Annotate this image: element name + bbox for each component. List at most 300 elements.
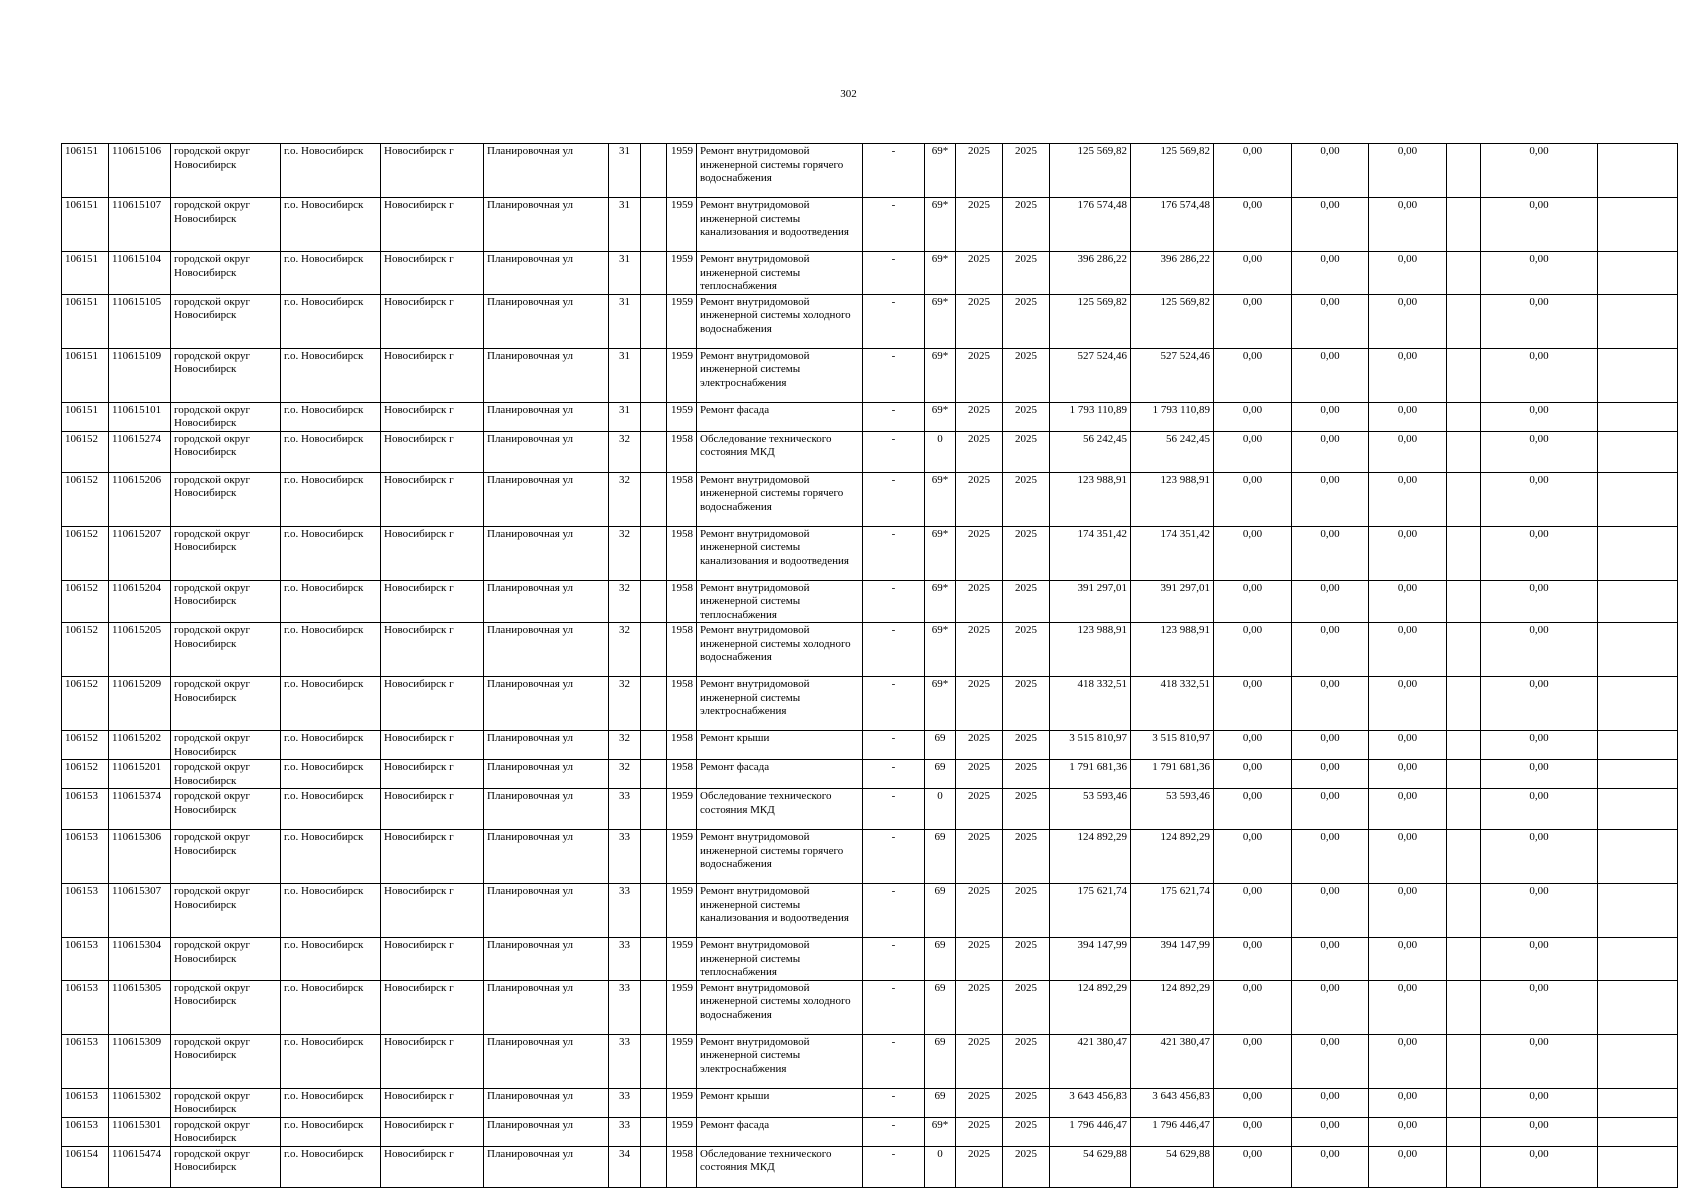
table-cell-v4 (1447, 760, 1481, 789)
table-cell-code: 110615204 (109, 580, 171, 623)
table-cell-v1: 0,00 (1214, 789, 1292, 830)
table-cell-v6 (1598, 760, 1678, 789)
table-cell-v3: 0,00 (1369, 1088, 1447, 1117)
table-row (62, 980, 1678, 1034)
table-cell-dash: - (863, 252, 925, 295)
table-row (62, 144, 1678, 198)
table-cell-v3: 0,00 (1369, 252, 1447, 295)
table-cell-korpus (641, 938, 667, 981)
table-cell-work: Ремонт внутридомовой инженерной системы холодного водоснабжения (697, 980, 863, 1034)
table-cell-dash: - (863, 1088, 925, 1117)
table-cell-id: 106152 (62, 472, 109, 526)
table-cell-korpus (641, 1034, 667, 1088)
table-row (62, 472, 1678, 526)
table-row (62, 294, 1678, 348)
table-cell-v1: 0,00 (1214, 431, 1292, 472)
table-cell-korpus (641, 789, 667, 830)
table-row (62, 580, 1678, 623)
table-cell-dash: - (863, 526, 925, 580)
table-cell-work: Ремонт внутридомовой инженерной системы электроснабжения (697, 1034, 863, 1088)
table-cell-v4 (1447, 1034, 1481, 1088)
table-cell-go: г.о. Новосибирск (281, 760, 381, 789)
table-cell-y2: 2025 (1003, 1088, 1050, 1117)
table-cell-city: Новосибирск г (381, 677, 484, 731)
table-cell-work: Ремонт внутридомовой инженерной системы теплоснабжения (697, 252, 863, 295)
table-cell-v1: 0,00 (1214, 294, 1292, 348)
table-cell-work: Ремонт внутридомовой инженерной системы канализования и водоотведения (697, 198, 863, 252)
table-cell-cost: 527 524,46 (1050, 348, 1131, 402)
table-row (62, 1034, 1678, 1088)
table-cell-city: Новосибирск г (381, 252, 484, 295)
table-cell-korpus (641, 431, 667, 472)
table-cell-cost: 125 569,82 (1050, 294, 1131, 348)
table-cell-v1: 0,00 (1214, 252, 1292, 295)
table-cell-v4 (1447, 789, 1481, 830)
table-cell-year: 1959 (667, 789, 697, 830)
table-cell-year: 1958 (667, 1146, 697, 1187)
table-cell-work: Ремонт внутридомовой инженерной системы электроснабжения (697, 348, 863, 402)
table-cell-house: 34 (609, 1146, 641, 1187)
table-cell-wear: 69* (925, 144, 956, 198)
table-cell-v2: 0,00 (1292, 731, 1369, 760)
table-cell-district: городской округ Новосибирск (171, 198, 281, 252)
table-cell-work: Ремонт внутридомовой инженерной системы теплоснабжения (697, 938, 863, 981)
table-cell-v3: 0,00 (1369, 1117, 1447, 1146)
table-cell-city: Новосибирск г (381, 402, 484, 431)
table-cell-year: 1958 (667, 731, 697, 760)
table-cell-street: Планировочная ул (484, 198, 609, 252)
table-cell-total: 176 574,48 (1131, 198, 1214, 252)
table-cell-v6 (1598, 348, 1678, 402)
table-cell-cost: 176 574,48 (1050, 198, 1131, 252)
table-cell-v2: 0,00 (1292, 294, 1369, 348)
table-row (62, 760, 1678, 789)
table-cell-year: 1959 (667, 1117, 697, 1146)
table-cell-v3: 0,00 (1369, 731, 1447, 760)
table-cell-street: Планировочная ул (484, 623, 609, 677)
table-cell-house: 31 (609, 252, 641, 295)
table-cell-v6 (1598, 1117, 1678, 1146)
table-row (62, 884, 1678, 938)
table-cell-city: Новосибирск г (381, 294, 484, 348)
table-cell-city: Новосибирск г (381, 789, 484, 830)
table-cell-v5: 0,00 (1481, 1088, 1598, 1117)
table-cell-dash: - (863, 884, 925, 938)
table-cell-id: 106153 (62, 1088, 109, 1117)
table-cell-go: г.о. Новосибирск (281, 980, 381, 1034)
table-cell-v1: 0,00 (1214, 472, 1292, 526)
table-cell-y2: 2025 (1003, 623, 1050, 677)
table-cell-year: 1958 (667, 623, 697, 677)
table-cell-korpus (641, 348, 667, 402)
table-cell-dash: - (863, 1117, 925, 1146)
table-cell-district: городской округ Новосибирск (171, 938, 281, 981)
table-cell-city: Новосибирск г (381, 980, 484, 1034)
table-cell-v6 (1598, 980, 1678, 1034)
table-cell-cost: 418 332,51 (1050, 677, 1131, 731)
table-cell-v5: 0,00 (1481, 760, 1598, 789)
table-cell-y1: 2025 (956, 623, 1003, 677)
table-cell-v2: 0,00 (1292, 526, 1369, 580)
table-cell-wear: 69 (925, 1034, 956, 1088)
table-cell-district: городской округ Новосибирск (171, 252, 281, 295)
table-cell-city: Новосибирск г (381, 884, 484, 938)
table-cell-cost: 421 380,47 (1050, 1034, 1131, 1088)
table-cell-id: 106152 (62, 623, 109, 677)
table-cell-v2: 0,00 (1292, 198, 1369, 252)
table-cell-id: 106153 (62, 789, 109, 830)
table-cell-cost: 124 892,29 (1050, 830, 1131, 884)
table-cell-cost: 3 515 810,97 (1050, 731, 1131, 760)
table-cell-city: Новосибирск г (381, 1146, 484, 1187)
table-cell-street: Планировочная ул (484, 580, 609, 623)
table-cell-v2: 0,00 (1292, 760, 1369, 789)
table-cell-year: 1959 (667, 1034, 697, 1088)
table-cell-house: 31 (609, 144, 641, 198)
table-cell-go: г.о. Новосибирск (281, 938, 381, 981)
table-cell-work: Ремонт фасада (697, 1117, 863, 1146)
table-cell-y2: 2025 (1003, 580, 1050, 623)
table-cell-street: Планировочная ул (484, 789, 609, 830)
table-cell-v5: 0,00 (1481, 431, 1598, 472)
table-cell-code: 110615305 (109, 980, 171, 1034)
table-cell-dash: - (863, 830, 925, 884)
table-cell-id: 106151 (62, 294, 109, 348)
table-cell-korpus (641, 294, 667, 348)
table-cell-wear: 69* (925, 580, 956, 623)
table-cell-v4 (1447, 402, 1481, 431)
table-cell-y1: 2025 (956, 884, 1003, 938)
table-cell-go: г.о. Новосибирск (281, 580, 381, 623)
table-cell-code: 110615105 (109, 294, 171, 348)
table-cell-v5: 0,00 (1481, 623, 1598, 677)
table-cell-v3: 0,00 (1369, 1034, 1447, 1088)
table-cell-v2: 0,00 (1292, 830, 1369, 884)
table-cell-y1: 2025 (956, 526, 1003, 580)
table-cell-korpus (641, 402, 667, 431)
table-cell-id: 106152 (62, 526, 109, 580)
table-cell-district: городской округ Новосибирск (171, 884, 281, 938)
table-cell-v3: 0,00 (1369, 144, 1447, 198)
table-cell-v6 (1598, 1146, 1678, 1187)
table-cell-year: 1959 (667, 144, 697, 198)
table-cell-street: Планировочная ул (484, 830, 609, 884)
table-cell-work: Ремонт крыши (697, 731, 863, 760)
table-cell-code: 110615206 (109, 472, 171, 526)
table-cell-total: 1 793 110,89 (1131, 402, 1214, 431)
table-cell-y1: 2025 (956, 144, 1003, 198)
table-cell-district: городской округ Новосибирск (171, 348, 281, 402)
table-cell-y1: 2025 (956, 252, 1003, 295)
table-cell-dash: - (863, 789, 925, 830)
table-row (62, 252, 1678, 295)
table-cell-year: 1959 (667, 402, 697, 431)
table-cell-work: Ремонт внутридомовой инженерной системы электроснабжения (697, 677, 863, 731)
table-cell-y1: 2025 (956, 980, 1003, 1034)
table-cell-v3: 0,00 (1369, 580, 1447, 623)
table-cell-v4 (1447, 677, 1481, 731)
table-cell-y2: 2025 (1003, 294, 1050, 348)
table-cell-wear: 69 (925, 760, 956, 789)
table-cell-street: Планировочная ул (484, 431, 609, 472)
table-cell-house: 31 (609, 294, 641, 348)
table-cell-wear: 69 (925, 1088, 956, 1117)
table-cell-wear: 0 (925, 789, 956, 830)
table-cell-total: 391 297,01 (1131, 580, 1214, 623)
table-cell-city: Новосибирск г (381, 1088, 484, 1117)
table-cell-house: 32 (609, 580, 641, 623)
table-cell-street: Планировочная ул (484, 252, 609, 295)
table-cell-district: городской округ Новосибирск (171, 472, 281, 526)
table-cell-house: 33 (609, 1034, 641, 1088)
table-cell-v1: 0,00 (1214, 884, 1292, 938)
table-cell-district: городской округ Новосибирск (171, 677, 281, 731)
table-cell-y1: 2025 (956, 789, 1003, 830)
table-row (62, 1146, 1678, 1187)
repair-schedule-table (61, 143, 1678, 1188)
table-cell-city: Новосибирск г (381, 760, 484, 789)
table-cell-v5: 0,00 (1481, 830, 1598, 884)
table-cell-y1: 2025 (956, 1146, 1003, 1187)
table-cell-v6 (1598, 431, 1678, 472)
table-cell-total: 396 286,22 (1131, 252, 1214, 295)
table-cell-cost: 1 791 681,36 (1050, 760, 1131, 789)
table-cell-y2: 2025 (1003, 144, 1050, 198)
table-cell-v4 (1447, 731, 1481, 760)
table-cell-code: 110615202 (109, 731, 171, 760)
table-cell-total: 175 621,74 (1131, 884, 1214, 938)
table-cell-house: 33 (609, 884, 641, 938)
table-cell-cost: 3 643 456,83 (1050, 1088, 1131, 1117)
table-cell-v2: 0,00 (1292, 1034, 1369, 1088)
table-cell-v3: 0,00 (1369, 472, 1447, 526)
table-cell-street: Планировочная ул (484, 144, 609, 198)
table-cell-work: Ремонт внутридомовой инженерной системы канализования и водоотведения (697, 884, 863, 938)
table-cell-y1: 2025 (956, 830, 1003, 884)
table-cell-go: г.о. Новосибирск (281, 623, 381, 677)
table-cell-house: 32 (609, 472, 641, 526)
table-cell-dash: - (863, 348, 925, 402)
table-cell-id: 106151 (62, 348, 109, 402)
table-cell-code: 110615106 (109, 144, 171, 198)
table-cell-y2: 2025 (1003, 677, 1050, 731)
table-cell-cost: 174 351,42 (1050, 526, 1131, 580)
table-cell-y1: 2025 (956, 472, 1003, 526)
table-cell-total: 527 524,46 (1131, 348, 1214, 402)
table-cell-work: Ремонт внутридомовой инженерной системы канализования и водоотведения (697, 526, 863, 580)
table-cell-v3: 0,00 (1369, 198, 1447, 252)
table-cell-district: городской округ Новосибирск (171, 1117, 281, 1146)
table-cell-city: Новосибирск г (381, 198, 484, 252)
table-cell-code: 110615104 (109, 252, 171, 295)
table-cell-code: 110615107 (109, 198, 171, 252)
table-cell-v1: 0,00 (1214, 526, 1292, 580)
table-cell-v1: 0,00 (1214, 830, 1292, 884)
table-cell-work: Ремонт крыши (697, 1088, 863, 1117)
table-cell-dash: - (863, 760, 925, 789)
table-cell-go: г.о. Новосибирск (281, 731, 381, 760)
table-cell-go: г.о. Новосибирск (281, 1088, 381, 1117)
table-row (62, 402, 1678, 431)
table-cell-y1: 2025 (956, 198, 1003, 252)
table-cell-code: 110615301 (109, 1117, 171, 1146)
table-cell-id: 106151 (62, 252, 109, 295)
table-cell-year: 1959 (667, 348, 697, 402)
table-cell-work: Ремонт внутридомовой инженерной системы горячего водоснабжения (697, 472, 863, 526)
table-cell-go: г.о. Новосибирск (281, 294, 381, 348)
table-cell-code: 110615109 (109, 348, 171, 402)
table-cell-y2: 2025 (1003, 1034, 1050, 1088)
table-cell-work: Обследование технического состояния МКД (697, 789, 863, 830)
table-cell-wear: 0 (925, 1146, 956, 1187)
table-cell-v3: 0,00 (1369, 789, 1447, 830)
table-cell-city: Новосибирск г (381, 1034, 484, 1088)
table-cell-id: 106151 (62, 198, 109, 252)
table-cell-street: Планировочная ул (484, 980, 609, 1034)
table-cell-korpus (641, 884, 667, 938)
table-cell-wear: 0 (925, 431, 956, 472)
table-cell-total: 421 380,47 (1131, 1034, 1214, 1088)
table-cell-house: 32 (609, 526, 641, 580)
table-cell-work: Ремонт фасада (697, 402, 863, 431)
table-cell-v4 (1447, 1117, 1481, 1146)
table-cell-total: 53 593,46 (1131, 789, 1214, 830)
table-cell-district: городской округ Новосибирск (171, 789, 281, 830)
table-row (62, 1117, 1678, 1146)
table-cell-v3: 0,00 (1369, 677, 1447, 731)
table-cell-v1: 0,00 (1214, 1034, 1292, 1088)
table-cell-work: Ремонт внутридомовой инженерной системы теплоснабжения (697, 580, 863, 623)
table-cell-y2: 2025 (1003, 789, 1050, 830)
table-cell-house: 33 (609, 980, 641, 1034)
table-cell-v5: 0,00 (1481, 252, 1598, 295)
table-cell-year: 1959 (667, 938, 697, 981)
table-cell-v5: 0,00 (1481, 472, 1598, 526)
table-cell-total: 3 643 456,83 (1131, 1088, 1214, 1117)
table-cell-v1: 0,00 (1214, 402, 1292, 431)
table-cell-year: 1959 (667, 884, 697, 938)
table-cell-v1: 0,00 (1214, 1088, 1292, 1117)
table-cell-cost: 391 297,01 (1050, 580, 1131, 623)
table-cell-wear: 69* (925, 472, 956, 526)
table-cell-korpus (641, 760, 667, 789)
table-cell-v2: 0,00 (1292, 938, 1369, 981)
table-cell-id: 106151 (62, 144, 109, 198)
table-cell-v3: 0,00 (1369, 1146, 1447, 1187)
table-cell-id: 106153 (62, 884, 109, 938)
table-cell-v3: 0,00 (1369, 294, 1447, 348)
table-cell-v3: 0,00 (1369, 760, 1447, 789)
table-cell-v1: 0,00 (1214, 731, 1292, 760)
table-cell-total: 394 147,99 (1131, 938, 1214, 981)
table-cell-wear: 69* (925, 623, 956, 677)
table-cell-house: 32 (609, 623, 641, 677)
table-cell-year: 1958 (667, 677, 697, 731)
table-cell-go: г.о. Новосибирск (281, 884, 381, 938)
table-row (62, 198, 1678, 252)
table-row (62, 348, 1678, 402)
table-cell-year: 1958 (667, 760, 697, 789)
table-cell-cost: 124 892,29 (1050, 980, 1131, 1034)
table-cell-wear: 69* (925, 677, 956, 731)
table-cell-y1: 2025 (956, 431, 1003, 472)
table-cell-street: Планировочная ул (484, 1034, 609, 1088)
table-cell-year: 1959 (667, 830, 697, 884)
table-cell-street: Планировочная ул (484, 526, 609, 580)
table-cell-house: 33 (609, 789, 641, 830)
table-cell-korpus (641, 1146, 667, 1187)
table-cell-v4 (1447, 431, 1481, 472)
table-cell-v4 (1447, 830, 1481, 884)
table-cell-work: Ремонт внутридомовой инженерной системы холодного водоснабжения (697, 294, 863, 348)
table-cell-v6 (1598, 198, 1678, 252)
table-cell-v2: 0,00 (1292, 884, 1369, 938)
table-cell-work: Обследование технического состояния МКД (697, 1146, 863, 1187)
table-cell-wear: 69 (925, 884, 956, 938)
table-cell-v3: 0,00 (1369, 938, 1447, 981)
table-cell-v6 (1598, 580, 1678, 623)
table-cell-district: городской округ Новосибирск (171, 731, 281, 760)
table-row (62, 789, 1678, 830)
table-cell-y1: 2025 (956, 1117, 1003, 1146)
table-cell-year: 1958 (667, 472, 697, 526)
table-cell-dash: - (863, 472, 925, 526)
table-cell-code: 110615306 (109, 830, 171, 884)
table-cell-dash: - (863, 980, 925, 1034)
table-cell-v4 (1447, 884, 1481, 938)
table-cell-y1: 2025 (956, 938, 1003, 981)
table-cell-id: 106153 (62, 830, 109, 884)
table-cell-id: 106152 (62, 731, 109, 760)
table-cell-y1: 2025 (956, 1034, 1003, 1088)
table-cell-v1: 0,00 (1214, 760, 1292, 789)
table-cell-y1: 2025 (956, 760, 1003, 789)
table-cell-v6 (1598, 731, 1678, 760)
table-row (62, 830, 1678, 884)
table-cell-v4 (1447, 472, 1481, 526)
table-cell-house: 31 (609, 402, 641, 431)
table-cell-total: 1 791 681,36 (1131, 760, 1214, 789)
table-cell-city: Новосибирск г (381, 526, 484, 580)
table-cell-v6 (1598, 402, 1678, 431)
table-cell-id: 106153 (62, 1117, 109, 1146)
table-cell-district: городской округ Новосибирск (171, 526, 281, 580)
table-cell-v6 (1598, 144, 1678, 198)
table-cell-dash: - (863, 294, 925, 348)
table-cell-v2: 0,00 (1292, 789, 1369, 830)
table-cell-go: г.о. Новосибирск (281, 1146, 381, 1187)
table-cell-district: городской округ Новосибирск (171, 623, 281, 677)
table-cell-v6 (1598, 252, 1678, 295)
table-cell-street: Планировочная ул (484, 938, 609, 981)
table-cell-total: 1 796 446,47 (1131, 1117, 1214, 1146)
table-cell-dash: - (863, 623, 925, 677)
table-cell-code: 110615307 (109, 884, 171, 938)
table-cell-dash: - (863, 1034, 925, 1088)
table-cell-v3: 0,00 (1369, 348, 1447, 402)
table-cell-house: 31 (609, 198, 641, 252)
table-cell-v5: 0,00 (1481, 789, 1598, 830)
table-cell-v6 (1598, 1088, 1678, 1117)
table-row (62, 938, 1678, 981)
table-cell-wear: 69 (925, 938, 956, 981)
table-cell-work: Ремонт фасада (697, 760, 863, 789)
table-cell-code: 110615201 (109, 760, 171, 789)
table-cell-y1: 2025 (956, 348, 1003, 402)
table-cell-korpus (641, 198, 667, 252)
table-cell-y2: 2025 (1003, 980, 1050, 1034)
table-cell-v4 (1447, 294, 1481, 348)
